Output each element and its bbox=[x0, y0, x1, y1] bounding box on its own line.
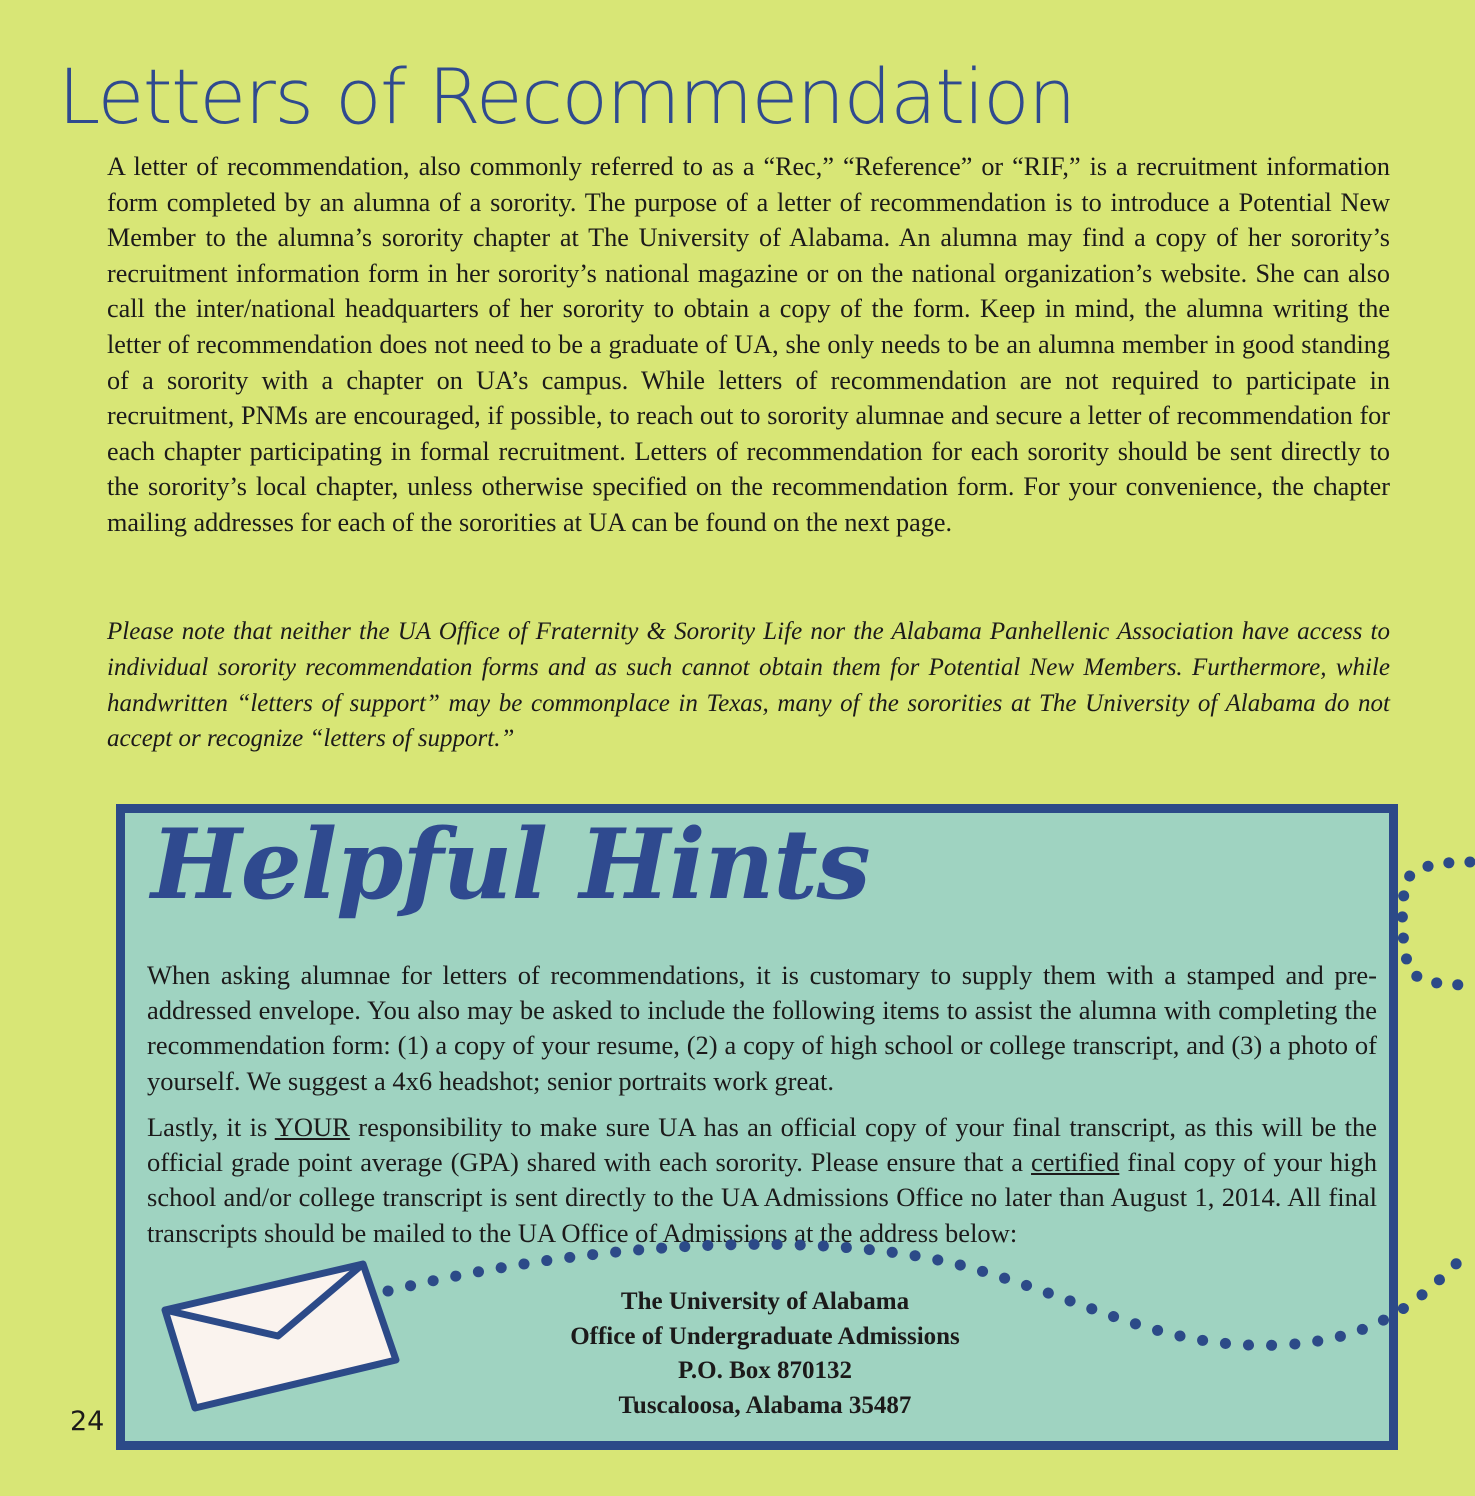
page-title: Letters of Recommendation bbox=[58, 52, 1075, 141]
hints-paragraph-1: When asking alumnae for letters of recommendations, it is customary to supply them with a stamped and pre-addressed envelope. You also may be asked to include the following items to assist the alumna with completing the recommendation form: (1) a copy of your resume, (2) a copy of high school or college transcript, and (3) a photo of yourself. We suggest a 4x6 headshot; senior portraits work great. bbox=[147, 960, 1377, 1096]
dotted-bracket bbox=[1402, 862, 1470, 985]
address-line-2: Office of Undergraduate Admissions bbox=[570, 1322, 960, 1350]
hints-paragraph-2 bbox=[147, 1110, 1377, 1251]
note-paragraph: Please note that neither the UA Office of Fraternity & Sorority Life nor the Alabama Panhellenic Association have access to individual sorority recommendation forms and as such cannot obtain them for Potential New Members. Furthermore, while handwritten “letters of support” may be commonplace in Texas, many of the sororities at The University of Alabama do not accept or recognize “letters of support.” bbox=[107, 618, 1390, 753]
address-line-1: The University of Alabama bbox=[620, 1288, 910, 1315]
hints-text-a: Lastly, it is bbox=[147, 1112, 275, 1142]
hints-text-b: responsibility to make sure UA has an official copy of your final transcript, as this will be the official grade point average (GPA) shared with each sorority. Please ensure that a bbox=[147, 1112, 1377, 1178]
mailing-address bbox=[425, 1285, 1105, 1423]
address-line-4: Tuscaloosa, Alabama 35487 bbox=[618, 1391, 912, 1419]
hints-title: Helpful Hints bbox=[151, 808, 870, 921]
emphasis-certified: certified bbox=[1031, 1147, 1120, 1178]
emphasis-your: YOUR bbox=[274, 1112, 350, 1142]
helpful-hints-box bbox=[116, 804, 1398, 1450]
hints-text-c: final copy of your high school and/or college transcript is sent directly to the UA Admissions Office no later than August 1, 2014. All final transcripts should be mailed to the UA Office of Admissions at the address below: bbox=[147, 1147, 1377, 1248]
address-line-3: P.O. Box 870132 bbox=[677, 1357, 853, 1384]
intro-paragraph: A letter of recommendation, also commonly referred to as a “Rec,” “Reference” or “RIF,” is a recruitment information form completed by an alumna of a sorority. The purpose of a letter of recommendation is to introduce a Potential New Member to the alumna’s sorority chapter at The University of Alabama. An alumna may find a copy of her sorority’s recruitment information form in her sorority’s national magazine or on the national organization’s website. She can also call the inter/national headquarters of her sorority to obtain a copy of the form. Keep in mind, the alumna writing the letter of recommendation does not need to be a graduate of UA, she only needs to be an alumna member in good standing of a sorority with a chapter on UA’s campus. While letters of recommendation are not required to participate in recruitment, PNMs are encouraged, if possible, to reach out to sorority alumnae and secure a letter of recommendation for each chapter participating in formal recruitment. Letters of recommendation for each sorority should be sent directly to the sorority’s local chapter, unless otherwise specified on the recommendation form. For your convenience, the chapter mailing addresses for each of the sororities at UA can be found on the next page. bbox=[107, 152, 1390, 537]
page-number: 24 bbox=[70, 1406, 105, 1437]
